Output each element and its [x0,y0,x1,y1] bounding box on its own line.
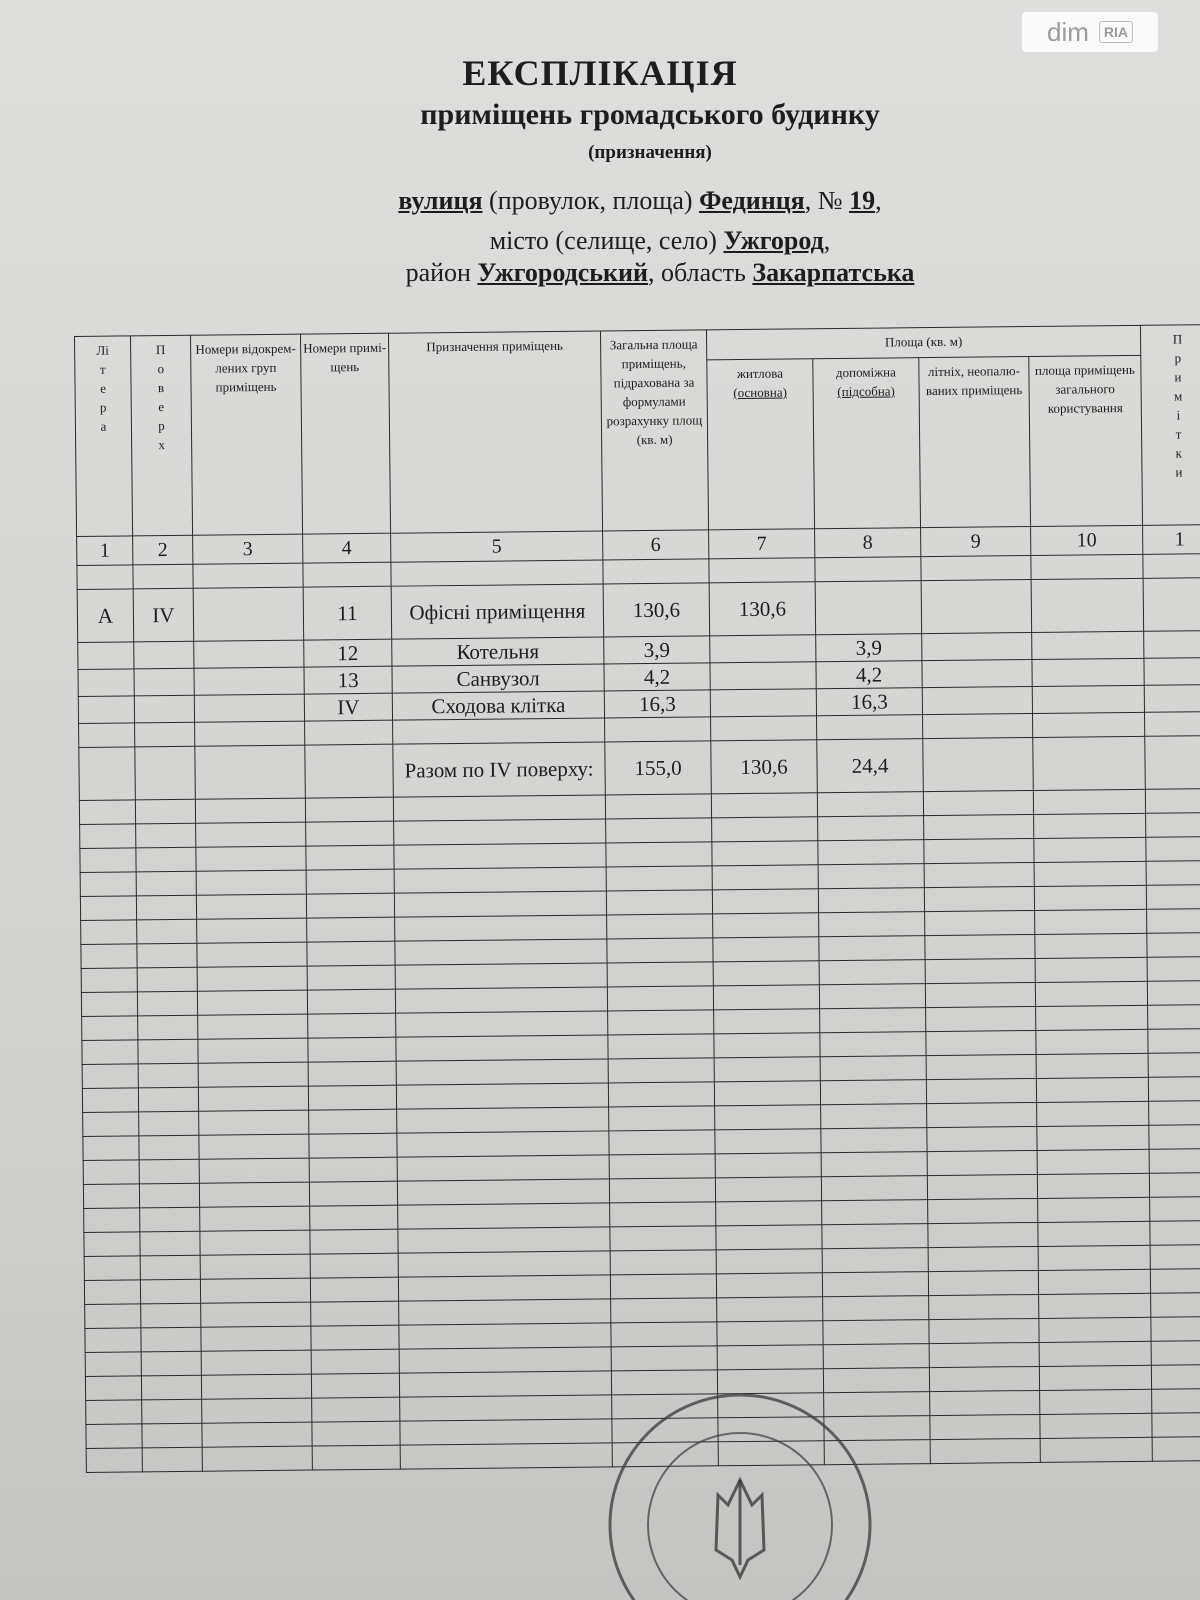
region-name: Закарпатська [752,258,915,287]
column-number: 8 [815,528,921,558]
cell-litera [78,642,134,670]
cell-living [710,662,816,690]
address-region-line [60,258,1200,288]
column-number: 7 [709,529,815,559]
cell-living [710,635,816,663]
cell-group [194,640,304,668]
cell-total: 16,3 [604,690,710,718]
cell-aux: 4,2 [816,661,922,689]
cell-litera: А [77,589,134,643]
total-living: 130,6 [711,740,818,794]
column-number: 5 [391,531,603,562]
cell-total: 130,6 [603,583,710,637]
cell-room: 11 [303,586,392,640]
cell-purpose: Санвузол [392,664,604,693]
cell-floor [134,695,194,723]
cell-purpose: Котельня [392,637,604,666]
header-common-area: площа приміщень загального користування [1029,355,1143,526]
cell-floor [134,668,194,696]
header-total-area: Загальна площа приміщень, підрахована за формулами розрахунку площ (кв. м) [600,330,708,531]
header-floor: П о в е р х [131,335,193,536]
header-room-numbers: Номери примі-щень [300,333,390,534]
cell-common [1032,631,1144,659]
district-name: Ужгородський [477,258,649,287]
cell-room: 13 [304,666,392,694]
document-title: ЕКСПЛІКАЦІЯ [462,53,738,93]
street-alt-label: (провулок, площа) [482,186,700,215]
header-room-purpose: Призначення приміщень [388,331,602,533]
building-number: 19 [849,186,876,215]
district-label: район [405,258,478,287]
explication-table [74,324,1200,1473]
total-label: Разом по IV поверху: [393,742,606,797]
column-number: 1 [77,536,133,566]
cell-room: 12 [304,639,392,667]
document-subtitle: приміщень громадського будинку [420,98,880,131]
cell-group [193,587,304,641]
header-litera: Лі т е р а [75,336,133,537]
column-number: 3 [193,534,303,564]
cell-total: 4,2 [604,663,710,691]
cell-common [1032,685,1144,713]
cell-litera [78,696,134,724]
cell-group [194,694,304,722]
city-comma: , [823,226,831,255]
city-label: місто (селище, село) [489,226,724,255]
column-number: 2 [133,535,193,565]
header-living-area: житлова (основна) [707,359,815,530]
watermark-brand: dim [1046,16,1089,47]
cell-summer [922,686,1032,714]
cell-aux: 16,3 [816,688,922,716]
region-label: , область [648,258,753,287]
dim-ria-watermark [1022,12,1158,52]
header-group-numbers: Номери відокрем-лених груп приміщень [190,334,302,535]
cell-summer [922,659,1032,687]
cell-purpose: Офісні приміщення [391,584,604,639]
document-purpose-note: (призначення) [588,142,712,163]
city-name: Ужгород [723,226,824,255]
column-number: 10 [1031,525,1143,555]
cell-common [1032,658,1144,686]
cell-common [1031,578,1144,632]
cell-purpose: Сходова клітка [392,691,604,720]
total-area: 155,0 [605,741,712,795]
cell-living: 130,6 [709,582,816,636]
cell-summer [922,632,1032,660]
cell-floor [134,641,194,669]
total-aux: 24,4 [817,739,924,793]
cell-summer [921,579,1032,633]
column-number: 9 [921,526,1031,556]
header-notes: П р и м і т к и [1140,325,1200,526]
street-label: вулиця [398,186,483,215]
cell-floor: IV [133,588,194,642]
column-number: 4 [303,533,391,563]
official-seal-stamp [600,1385,880,1600]
street-comma: , [875,186,882,215]
cell-litera [78,669,134,697]
cell-aux [815,581,922,635]
address-street-line [40,186,1200,216]
cell-living [710,689,816,717]
cell-total: 3,9 [604,636,710,664]
header-summer-area: літніх, неопалю-ваних приміщень [919,357,1031,528]
cell-aux: 3,9 [816,634,922,662]
watermark-badge: RIA [1099,21,1133,43]
street-name: Фединця [699,186,805,215]
cell-room: IV [304,693,392,721]
number-label: , № [804,186,850,215]
cell-group [194,667,304,695]
header-area-group: Площа (кв. м) [706,325,1140,360]
column-number: 6 [603,530,709,560]
header-auxiliary-area: допоміжна (підсобна) [813,358,921,529]
address-city-line [60,226,1200,256]
column-number: 1 [1143,525,1200,555]
